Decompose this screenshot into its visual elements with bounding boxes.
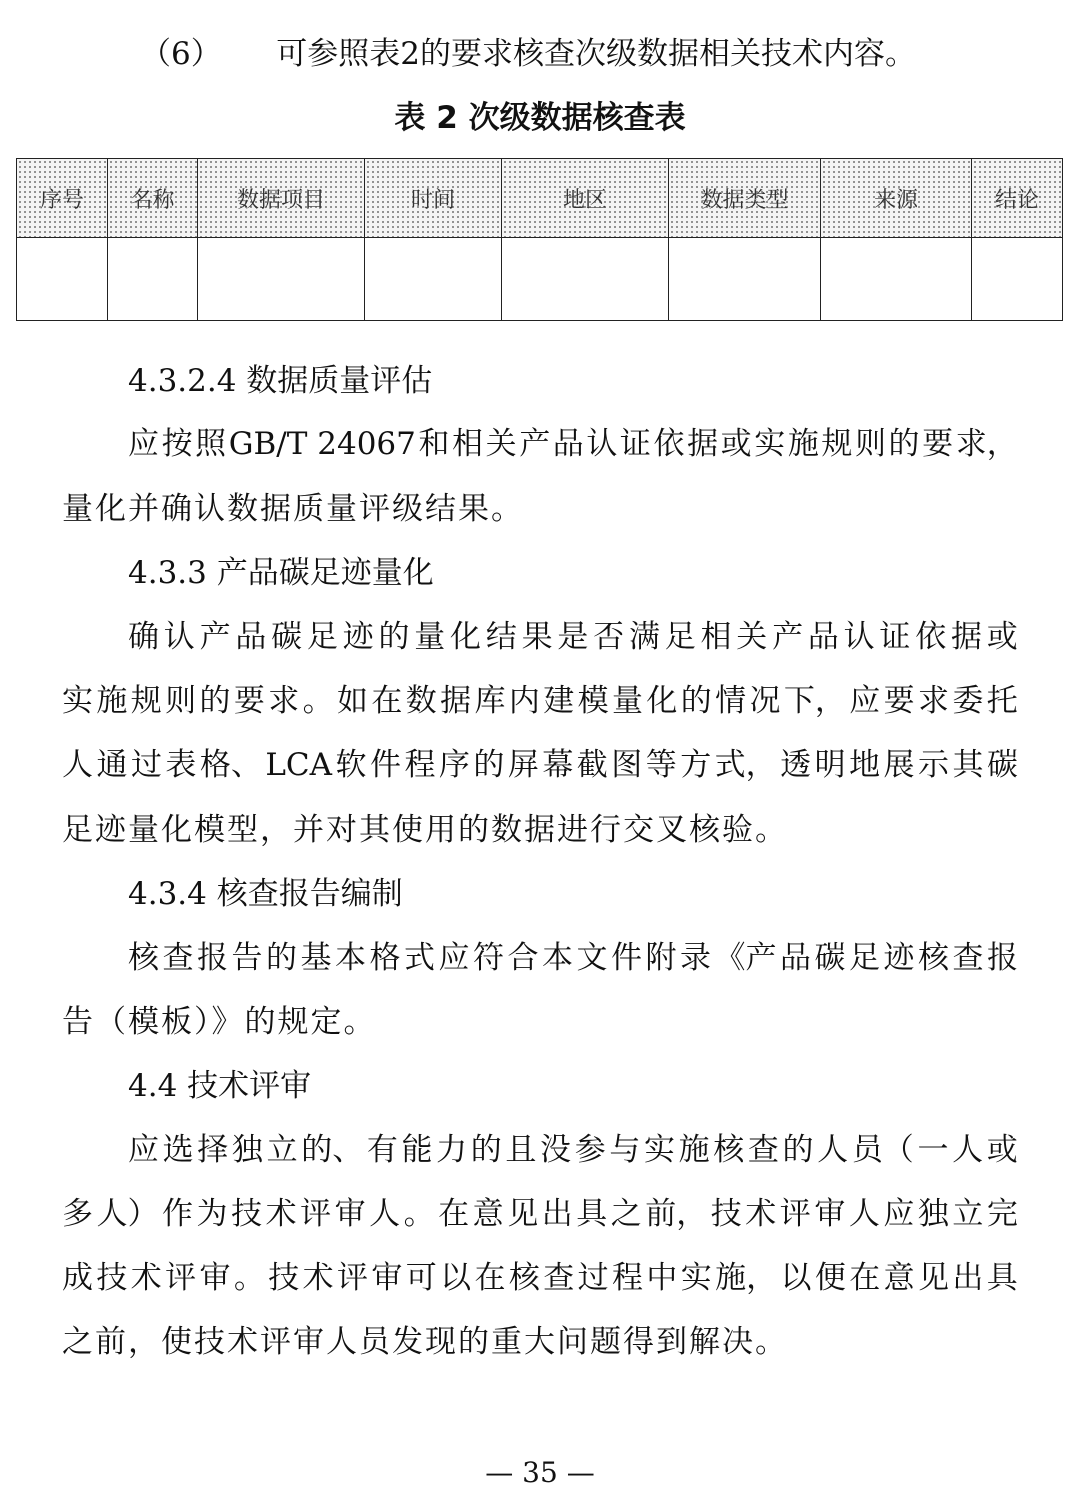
- text-token: 人: [848, 1196, 880, 1232]
- text-token: 施: [787, 426, 819, 462]
- section-heading-4-4: 4.4 技术评审: [128, 1068, 312, 1104]
- text-token: 过: [130, 747, 162, 783]
- text-token: 足: [849, 940, 880, 976]
- header-index: 序号: [17, 159, 108, 238]
- text-token: 程: [404, 747, 436, 783]
- text-token: 要: [883, 683, 915, 719]
- text-token: 碳: [814, 940, 846, 976]
- text-token: 化: [646, 683, 678, 719]
- text-token: 见: [507, 1196, 539, 1232]
- text-token: 择: [197, 1132, 229, 1168]
- text-token: 应: [849, 683, 881, 719]
- text-token: （6）: [140, 36, 222, 72]
- text-token: 意: [883, 1260, 915, 1296]
- text-token: 应: [883, 1196, 915, 1232]
- text-token: 品: [235, 619, 267, 655]
- text-token: 实: [62, 683, 93, 719]
- text-token: 品: [807, 619, 839, 655]
- text-token: 则: [165, 683, 197, 719]
- text-token: 下，: [783, 683, 846, 719]
- text-token: 报: [197, 940, 228, 976]
- text-token: 实: [680, 1260, 712, 1296]
- paragraph-line: 量化并确认数据质量评级结果。: [62, 491, 524, 527]
- text-token: 认: [586, 426, 618, 462]
- text-token: 术: [745, 1196, 777, 1232]
- text-token: 据: [687, 426, 719, 462]
- text-token: 产: [519, 426, 551, 462]
- text-token: 委: [952, 683, 984, 719]
- text-token: 的: [378, 619, 410, 655]
- text-token: 有: [366, 1132, 398, 1168]
- text-token: 的: [888, 426, 920, 462]
- section-heading-4-3-4: 4.3.4 核查报告编制: [128, 876, 403, 912]
- text-token: 人: [817, 1132, 849, 1168]
- text-token: 人: [62, 747, 93, 783]
- text-token: 具: [986, 1260, 1018, 1296]
- text-token: 参: [574, 1132, 606, 1168]
- text-token: 审: [334, 1196, 366, 1232]
- text-token: 员（: [851, 1132, 914, 1168]
- text-token: 求，: [955, 426, 1018, 462]
- paragraph-line: [62, 681, 1018, 721]
- section-heading-4-3-2-4: 4.3.2.4 数据质量评估: [128, 363, 433, 399]
- text-token: 的: [470, 1132, 502, 1168]
- text-token: 本: [335, 940, 366, 976]
- text-token: 在: [438, 1196, 470, 1232]
- header-conclusion: 结论: [972, 159, 1063, 238]
- text-token: 量: [612, 683, 643, 719]
- text-token: LCA: [265, 747, 333, 783]
- text-token: 况: [749, 683, 781, 719]
- text-token: 格、: [199, 747, 262, 783]
- text-token: 足: [306, 619, 338, 655]
- text-token: 序: [438, 747, 470, 783]
- text-token: 软: [335, 747, 367, 783]
- text-token: 过: [577, 1260, 609, 1296]
- text-token: 附: [645, 940, 677, 976]
- text-token: 本: [542, 940, 573, 976]
- text-token: 据: [440, 683, 472, 719]
- text-token: 其: [952, 747, 984, 783]
- text-token: 果: [521, 619, 553, 655]
- text-token: 关: [736, 619, 768, 655]
- text-token: 照: [195, 426, 227, 462]
- text-token: 完: [986, 1196, 1018, 1232]
- text-token: 碳: [271, 619, 303, 655]
- table-cell: [669, 238, 821, 321]
- text-token: 多: [62, 1196, 93, 1232]
- text-token: 展: [883, 747, 915, 783]
- text-token: 碳: [986, 747, 1018, 783]
- text-token: 人: [369, 1196, 401, 1232]
- text-token: 截: [576, 747, 608, 783]
- text-token: 品: [780, 940, 811, 976]
- text-token: 技: [268, 1260, 300, 1296]
- text-token: 人: [952, 1132, 984, 1168]
- text-token: 托: [986, 683, 1018, 719]
- paragraph-line: [128, 617, 1018, 657]
- text-token: 力: [436, 1132, 468, 1168]
- text-token: 核: [508, 1260, 540, 1296]
- text-token: 的: [782, 1132, 814, 1168]
- text-token: 则: [854, 426, 886, 462]
- header-data-item: 数据项目: [198, 159, 365, 238]
- text-token: 相: [452, 426, 484, 462]
- text-token: 式: [404, 940, 435, 976]
- table-cell: [198, 238, 365, 321]
- text-token: 要: [922, 426, 954, 462]
- paragraph-line: 足迹量化模型，并对其使用的数据进行交叉核验。: [62, 812, 788, 848]
- table-cell: [821, 238, 972, 321]
- text-token: 规: [821, 426, 853, 462]
- table-cell: [972, 238, 1063, 321]
- text-token: 作: [162, 1196, 194, 1232]
- text-token: 文: [576, 940, 608, 976]
- paragraph-line: [62, 745, 1018, 785]
- text-token: 立: [266, 1132, 298, 1168]
- secondary-data-check-table: [16, 158, 1063, 321]
- text-token: 出: [541, 1196, 573, 1232]
- text-token: 实: [643, 1132, 675, 1168]
- text-token: 示: [918, 747, 950, 783]
- text-token: 独: [231, 1132, 263, 1168]
- text-token: 在: [371, 683, 403, 719]
- text-token: 数: [405, 683, 437, 719]
- header-source: 来源: [821, 159, 972, 238]
- text-token: 评: [779, 1196, 811, 1232]
- text-token: 独: [917, 1196, 949, 1232]
- text-token: 查: [747, 1132, 779, 1168]
- text-token: 人）: [96, 1196, 159, 1232]
- text-token: 幕: [542, 747, 574, 783]
- text-token: 依: [653, 426, 685, 462]
- text-token: 情: [715, 683, 747, 719]
- text-token: 技: [231, 1196, 263, 1232]
- text-token: 告: [231, 940, 263, 976]
- text-token: 报: [987, 940, 1018, 976]
- text-token: 的: [680, 683, 712, 719]
- text-token: 通: [96, 747, 128, 783]
- text-token: 便: [814, 1260, 846, 1296]
- text-token: 。: [302, 683, 334, 719]
- text-token: 合: [507, 940, 539, 976]
- text-token: 满: [628, 619, 660, 655]
- text-token: 明: [814, 747, 846, 783]
- table-header-row: [17, 159, 1063, 238]
- text-token: 迹: [342, 619, 374, 655]
- text-token: 或: [986, 1132, 1018, 1168]
- text-token: 件: [369, 747, 401, 783]
- text-token: 建: [543, 683, 575, 719]
- text-token: 意: [472, 1196, 504, 1232]
- text-token: 应: [128, 426, 159, 462]
- text-token: 在: [474, 1260, 506, 1296]
- text-token: 格: [369, 940, 401, 976]
- paragraph-line: [62, 1258, 1018, 1298]
- paragraph-line: [128, 1130, 1018, 1170]
- text-token: 认: [843, 619, 875, 655]
- text-token: 审: [814, 1196, 846, 1232]
- text-token: 见: [918, 1260, 949, 1296]
- table-cell: [502, 238, 669, 321]
- text-token: 的、: [301, 1132, 364, 1168]
- text-token: 方: [680, 747, 712, 783]
- text-token: 。: [233, 1260, 265, 1296]
- text-token: 是: [557, 619, 589, 655]
- text-token: 中: [646, 1260, 678, 1296]
- text-token: 依: [915, 619, 947, 655]
- text-token: 录: [680, 940, 711, 976]
- text-token: 术: [302, 1260, 334, 1296]
- text-token: GB/T 24067: [228, 426, 416, 462]
- text-token: 之: [610, 1196, 642, 1232]
- header-data-type: 数据类型: [669, 159, 821, 238]
- text-token: 可: [405, 1260, 437, 1296]
- text-token: 核: [713, 1132, 745, 1168]
- paragraph-line: [128, 424, 1018, 464]
- text-token: 查: [162, 940, 194, 976]
- text-token: 评: [337, 1260, 368, 1296]
- text-token: 评: [300, 1196, 332, 1232]
- text-token: 查: [543, 1260, 575, 1296]
- text-token: 式，: [714, 747, 777, 783]
- text-token: 库: [474, 683, 506, 719]
- text-token: 和: [418, 426, 450, 462]
- text-token: 规: [130, 683, 162, 719]
- text-token: 品: [552, 426, 584, 462]
- text-token: 求: [268, 683, 300, 719]
- text-token: 屏: [507, 747, 539, 783]
- text-token: 与: [609, 1132, 641, 1168]
- text-token: 术: [130, 1260, 162, 1296]
- text-token: 审: [371, 1260, 403, 1296]
- paragraph-line: [62, 1194, 1018, 1234]
- text-token: 否: [593, 619, 625, 655]
- text-token: 迹: [883, 940, 915, 976]
- text-token: 立: [952, 1196, 984, 1232]
- text-token: 一: [917, 1132, 949, 1168]
- text-token: 《产: [714, 940, 777, 976]
- text-token: 可参照表2的要求核查次级数据相关技术内容。: [276, 36, 916, 72]
- text-token: 以: [780, 1260, 812, 1296]
- text-token: 能: [401, 1132, 433, 1168]
- text-token: 结: [485, 619, 517, 655]
- table-cell: [17, 238, 108, 321]
- table-row: [17, 238, 1063, 321]
- text-token: 的: [266, 940, 297, 976]
- text-token: 量: [414, 619, 446, 655]
- text-token: 出: [952, 1260, 984, 1296]
- text-token: 为: [196, 1196, 228, 1232]
- text-token: 没: [540, 1132, 572, 1168]
- text-token: 在: [849, 1260, 881, 1296]
- text-token: 件: [611, 940, 642, 976]
- text-token: 地: [849, 747, 881, 783]
- text-token: 图: [611, 747, 643, 783]
- text-token: 术: [265, 1196, 297, 1232]
- text-token: 的: [473, 747, 505, 783]
- text-token: 程: [612, 1260, 643, 1296]
- text-token: 的: [199, 683, 231, 719]
- text-token: 审: [199, 1260, 231, 1296]
- page-number: — 35 —: [485, 1456, 595, 1489]
- intro-line: [140, 34, 916, 74]
- text-token: 或: [720, 426, 752, 462]
- text-token: 应: [438, 940, 470, 976]
- text-token: 认: [163, 619, 195, 655]
- text-token: 证: [879, 619, 911, 655]
- header-name: 名称: [108, 159, 198, 238]
- text-token: 透: [780, 747, 812, 783]
- header-region: 地区: [502, 159, 669, 238]
- text-token: 施: [678, 1132, 710, 1168]
- text-token: 如: [337, 683, 368, 719]
- text-token: 施，: [715, 1260, 778, 1296]
- text-token: 求: [918, 683, 949, 719]
- text-token: 产: [772, 619, 804, 655]
- text-token: 足: [664, 619, 696, 655]
- text-token: 内: [508, 683, 540, 719]
- text-token: 确: [128, 619, 159, 655]
- text-token: 前，: [645, 1196, 708, 1232]
- text-token: 模: [577, 683, 609, 719]
- text-token: 技: [96, 1260, 128, 1296]
- header-time: 时间: [365, 159, 502, 238]
- section-heading-4-3-3: 4.3.3 产品碳足迹量化: [128, 555, 434, 591]
- text-token: 按: [161, 426, 193, 462]
- text-token: 表: [165, 747, 197, 783]
- text-token: 且: [505, 1132, 537, 1168]
- text-token: 实: [754, 426, 786, 462]
- text-token: 符: [473, 940, 504, 976]
- text-token: 。: [403, 1196, 435, 1232]
- paragraph-line: 之前，使技术评审人员发现的重大问题得到解决。: [62, 1324, 788, 1360]
- text-token: 基: [300, 940, 332, 976]
- text-token: 查: [952, 940, 984, 976]
- text-token: 以: [440, 1260, 472, 1296]
- text-token: 等: [645, 747, 677, 783]
- text-token: 产: [199, 619, 231, 655]
- text-token: 或: [986, 619, 1018, 655]
- text-token: 要: [233, 683, 265, 719]
- table-cell: [365, 238, 502, 321]
- text-token: 证: [619, 426, 651, 462]
- text-token: 关: [485, 426, 517, 462]
- text-token: 评: [165, 1260, 197, 1296]
- text-token: 核: [918, 940, 949, 976]
- paragraph-line: [128, 938, 1018, 978]
- paragraph-line: 告（模板）》的规定。: [62, 1004, 377, 1040]
- text-token: 核: [128, 940, 159, 976]
- text-token: 应: [128, 1132, 159, 1168]
- table-cell: [108, 238, 198, 321]
- text-token: 具: [576, 1196, 608, 1232]
- text-token: 技: [710, 1196, 742, 1232]
- text-token: 据: [950, 619, 982, 655]
- text-token: 选: [162, 1132, 194, 1168]
- text-token: 成: [62, 1260, 93, 1296]
- text-token: 相: [700, 619, 732, 655]
- text-token: 化: [450, 619, 482, 655]
- text-token: 施: [96, 683, 128, 719]
- table-title: 表 2 次级数据核查表: [394, 100, 686, 136]
